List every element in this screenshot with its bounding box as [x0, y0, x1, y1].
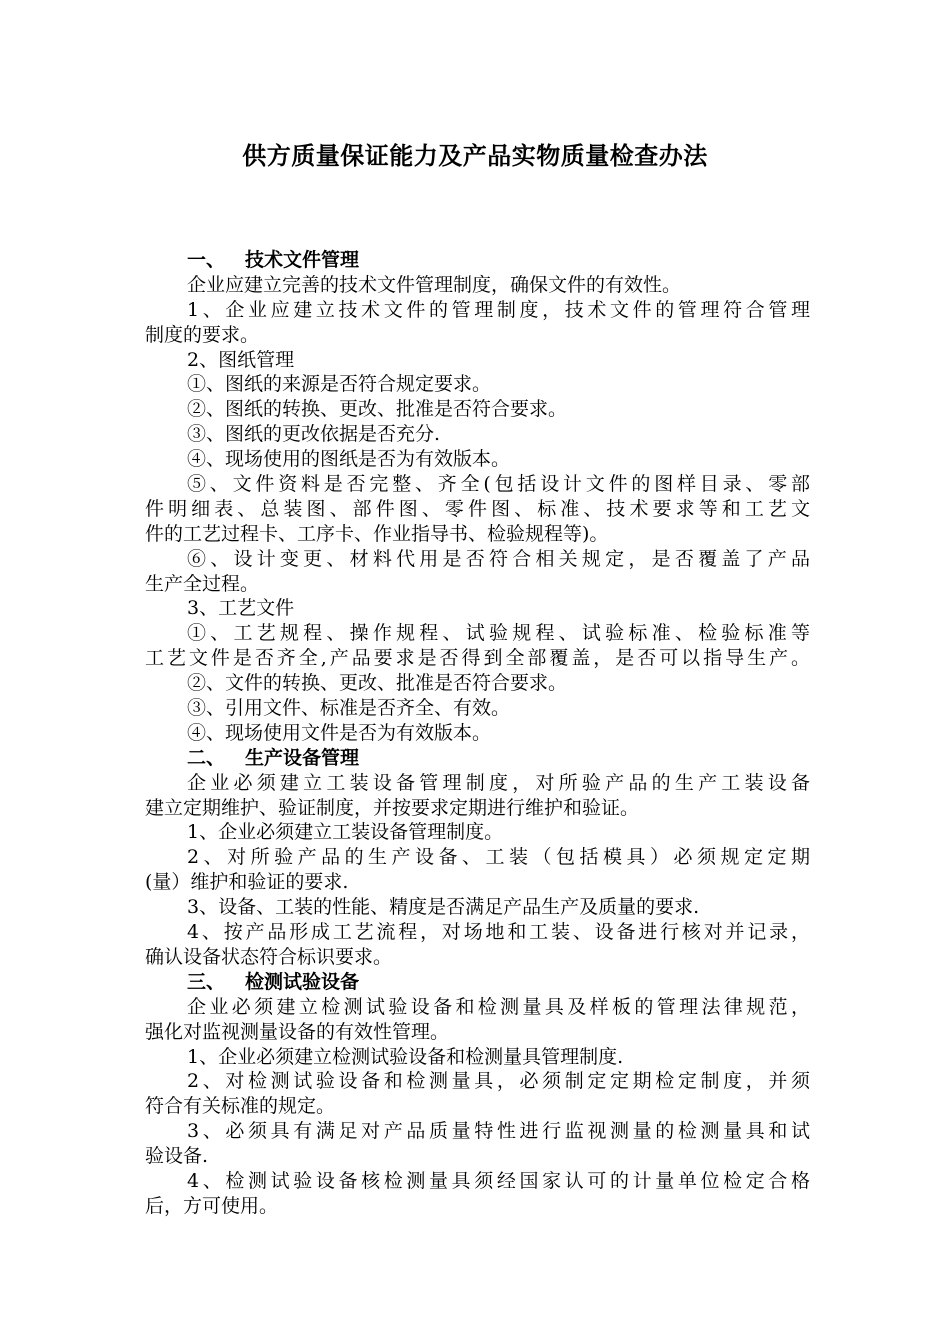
- paragraph-line: 建立定期维护、验证制度，并按要求定期进行维护和验证。: [145, 796, 640, 819]
- paragraph-line: 确认设备状态符合标识要求。: [145, 945, 393, 968]
- paragraph-line: 4、按产品形成工艺流程，对场地和工装、设备进行核对并记录，: [187, 921, 810, 944]
- paragraph-line: 3、必须具有满足对产品质量特性进行监视测量的检测量具和试: [187, 1120, 810, 1143]
- paragraph-line: 强化对监视测量设备的有效性管理。: [145, 1020, 450, 1043]
- paragraph-line: ④、现场使用的图纸是否为有效版本。: [187, 448, 511, 471]
- paragraph-line: 企业必须建立工装设备管理制度，对所验产品的生产工装设备: [187, 771, 810, 794]
- paragraph-line: ①、图纸的来源是否符合规定要求。: [187, 373, 492, 396]
- section-heading: [145, 970, 810, 995]
- section-title: 生产设备管理: [245, 746, 360, 769]
- paragraph-line: 1、企业必须建立检测试验设备和检测量具管理制度.: [187, 1045, 624, 1068]
- paragraph-line: 1、企业必须建立工装设备管理制度。: [187, 821, 504, 844]
- section-heading: [145, 248, 810, 273]
- paragraph-line: ②、文件的转换、更改、批准是否符合要求。: [187, 672, 568, 695]
- paragraph-line: ①、工艺规程、操作规程、试验规程、试验标准、检验标准等: [187, 622, 810, 645]
- paragraph-line: 2、对所验产品的生产设备、工装（包括模具）必须规定定期: [187, 846, 810, 869]
- document-title: 供方质量保证能力及产品实物质量检查办法: [242, 142, 708, 170]
- document-body: [145, 248, 810, 1219]
- paragraph-line: ③、引用文件、标准是否齐全、有效。: [187, 697, 511, 720]
- paragraph-line: 符合有关标准的规定。: [145, 1095, 336, 1118]
- paragraph-line: ④、现场使用文件是否为有效版本。: [187, 721, 492, 744]
- paragraph-line: 企业必须建立检测试验设备和检测量具及样板的管理法律规范，: [187, 995, 810, 1018]
- section-number: 一、: [187, 249, 226, 271]
- paragraph-line: 4、检测试验设备核检测量具须经国家认可的计量单位检定合格: [187, 1169, 810, 1192]
- paragraph-line: ②、图纸的转换、更改、批准是否符合要求。: [187, 398, 568, 421]
- paragraph-line: 2、图纸管理: [187, 348, 295, 371]
- paragraph-line: 工艺文件是否齐全,产品要求是否得到全部覆盖，是否可以指导生产。: [145, 647, 810, 670]
- section-number: 三、: [187, 970, 226, 993]
- paragraph-line: 后，方可使用。: [145, 1194, 279, 1217]
- paragraph-line: ③、图纸的更改依据是否充分.: [187, 423, 441, 446]
- paragraph-line: (量）维护和验证的要求.: [145, 871, 349, 894]
- paragraph-line: 1、企业应建立技术文件的管理制度，技术文件的管理符合管理: [187, 298, 810, 321]
- paragraph-line: 验设备.: [145, 1145, 209, 1168]
- paragraph-line: ⑤、文件资料是否完整、齐全(包括设计文件的图样目录、零部: [187, 473, 810, 496]
- paragraph-line: 3、设备、工装的性能、精度是否满足产品生产及质量的要求.: [187, 896, 700, 919]
- paragraph-line: ⑥、设计变更、材料代用是否符合相关规定，是否覆盖了产品: [187, 547, 810, 570]
- section-title: 技术文件管理: [245, 249, 360, 271]
- section-heading: [145, 746, 810, 771]
- paragraph-line: 生产全过程。: [145, 572, 260, 595]
- paragraph-line: 件明细表、总装图、部件图、零件图、标准、技术要求等和工艺文: [145, 497, 810, 520]
- section-title: 检测试验设备: [245, 970, 360, 993]
- section-number: 二、: [187, 746, 226, 769]
- paragraph-line: 制度的要求。: [145, 323, 260, 346]
- paragraph-line: 件的工艺过程卡、工序卡、作业指导书、检验规程等)。: [145, 522, 609, 545]
- paragraph-line: 3、工艺文件: [187, 597, 295, 620]
- paragraph-line: 企业应建立完善的技术文件管理制度，确保文件的有效性。: [187, 273, 682, 296]
- paragraph-line: 2、对检测试验设备和检测量具，必须制定定期检定制度，并须: [187, 1070, 810, 1093]
